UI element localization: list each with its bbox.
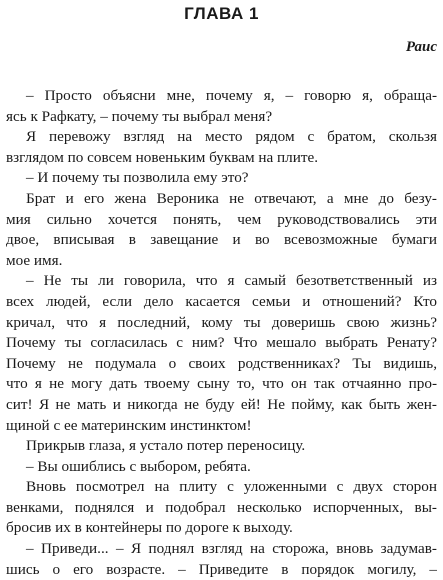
text-line: щиной с ее материнским инстинктом! — [6, 416, 252, 434]
text-line: сит! Я не мать и никогда не буду ей! Не пойму, как быть жен- — [6, 395, 437, 413]
text-line: Почему не подумала о своих родственниках? Ты видишь, — [6, 354, 437, 372]
text-line: Брат и его жена Вероника не отвечают, а мне до безу- — [26, 189, 437, 207]
text-line: Вновь посмотрел на плиту с уложенными с двух сторон — [26, 478, 437, 496]
text-line: – Приведи... – Я поднял взгляд на сторожа, вновь задумав- — [26, 540, 437, 558]
chapter-title: ГЛАВА 1 — [184, 4, 259, 23]
text-line: Я перевожу взгляд на место рядом с братом, скользя — [26, 128, 437, 146]
text-line: кричал, что я последний, кому ты доверишь свою жизнь? — [6, 313, 437, 331]
text-line: взглядом по совсем новеньким буквам на плите. — [6, 148, 319, 166]
pov-character-name: Раис — [405, 39, 437, 55]
text-line: – Не ты ли говорила, что я самый безответственный из — [26, 272, 437, 290]
text-line: бросив их в контейнеры по дороге к выходу. — [6, 519, 293, 537]
text-line: шись о его возрасте. – Приведите в порядок могилу, – — [6, 560, 437, 578]
text-line: мое имя. — [6, 251, 63, 269]
text-line: Прикрыв глаза, я устало потер переносицу. — [26, 437, 306, 455]
text-line: двое, вписывая в завещание и во всевозможные бумаги — [6, 231, 437, 249]
text-line: мия сильно хочется понять, чем руководствовались эти — [6, 210, 437, 228]
text-line: Почему ты согласилась с ним? Что мешало выбрать Ренату? — [6, 334, 437, 352]
text-line: – Вы ошиблись с выбором, ребята. — [26, 457, 251, 475]
text-line: венками, поднялся и подобрал несколько испорченных, вы- — [6, 498, 437, 516]
text-line: – И почему ты позволила ему это? — [26, 169, 249, 187]
text-line: что я не могу дать твоему сыну то, что он так отчаянно про- — [6, 375, 437, 393]
text-line: всех людей, если дело касается семьи и отношений? Кто — [6, 292, 437, 310]
text-line: ясь к Рафкату, – почему ты выбрал меня? — [6, 107, 273, 125]
body-text — [6, 86, 437, 580]
text-line: – Просто объясни мне, почему я, – говорю я, обраща- — [26, 87, 437, 104]
